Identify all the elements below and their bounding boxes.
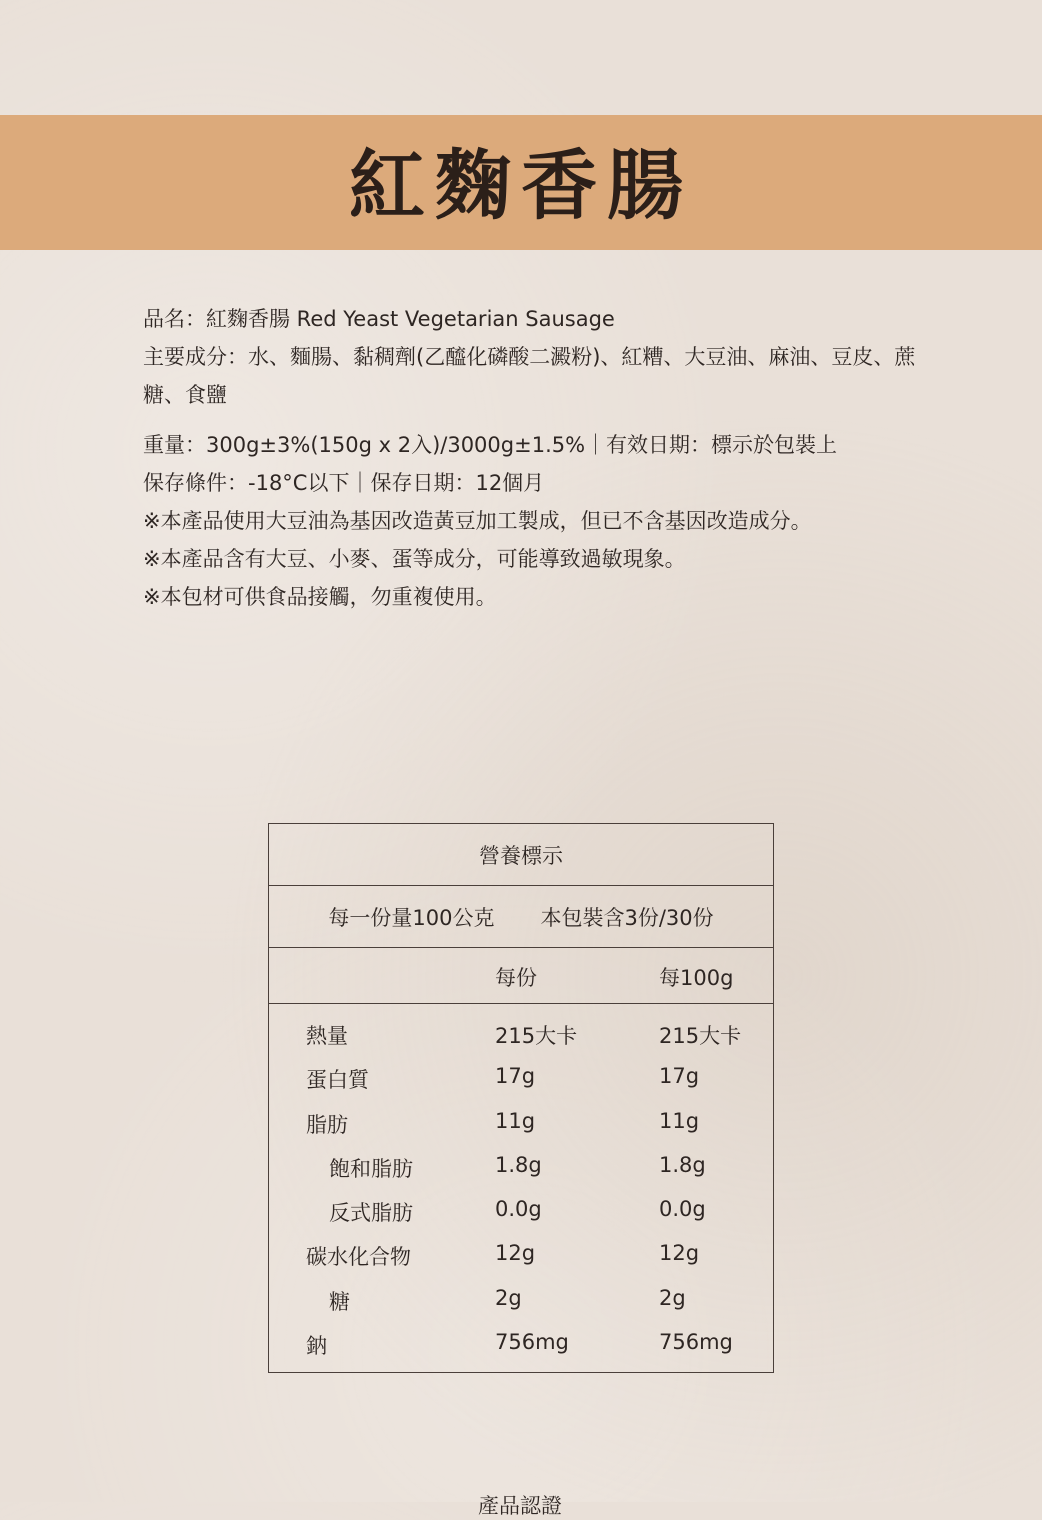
nutrient-name: 碳水化合物 xyxy=(306,1245,411,1270)
note-allergen: ※本產品含有大豆、小麥、蛋等成分，可能導致過敏現象。 xyxy=(143,547,686,571)
value-per-100g: 11g xyxy=(659,1108,700,1133)
note-packaging: ※本包材可供食品接觸，勿重複使用。 xyxy=(143,585,497,609)
value-per-serving: 12g xyxy=(495,1241,536,1266)
storage-conditions: 保存條件：-18°C以下｜保存日期：12個月 xyxy=(143,471,545,495)
column-header-per-100g: 每100g xyxy=(659,966,734,990)
value-per-100g: 12g xyxy=(659,1241,700,1266)
value-per-serving: 2g xyxy=(495,1285,522,1310)
value-per-100g: 1.8g xyxy=(659,1152,706,1177)
note-gmo: ※本產品使用大豆油為基因改造黃豆加工製成，但已不含基因改造成分。 xyxy=(143,509,812,533)
servings-per-pack: 本包裝含3份/30份 xyxy=(540,905,714,930)
product-info xyxy=(143,300,923,616)
table-row xyxy=(269,1149,773,1193)
product-name: 品名：紅麴香腸 Red Yeast Vegetarian Sausage xyxy=(143,307,615,331)
title-banner xyxy=(0,115,1042,250)
serving-size: 每一份量100公克 xyxy=(328,905,495,930)
nutrient-name: 蛋白質 xyxy=(306,1068,369,1093)
value-per-serving: 11g xyxy=(495,1108,536,1133)
value-per-100g: 17g xyxy=(659,1064,700,1089)
weight-expiry: 重量：300g±3%(150g x 2入)/3000g±1.5%｜有效日期：標示於包裝上 xyxy=(143,433,838,457)
nutrition-title xyxy=(269,824,773,886)
column-header-per-serving: 每份 xyxy=(495,966,537,990)
table-row xyxy=(269,1060,773,1104)
table-row xyxy=(269,1282,773,1326)
value-per-serving: 0.0g xyxy=(495,1197,542,1222)
value-per-100g: 756mg xyxy=(659,1330,733,1355)
nutrition-title-text: 營養標示 xyxy=(479,843,563,868)
value-per-serving: 215大卡 xyxy=(495,1024,578,1048)
nutrient-name: 飽和脂肪 xyxy=(329,1156,413,1181)
nutrient-name: 鈉 xyxy=(306,1334,327,1359)
table-row xyxy=(269,1016,773,1060)
table-row xyxy=(269,1326,773,1370)
serving-info-row xyxy=(269,886,773,948)
table-row xyxy=(269,1193,773,1237)
column-header-row xyxy=(269,948,773,1004)
value-per-100g: 0.0g xyxy=(659,1197,706,1222)
value-per-100g: 2g xyxy=(659,1285,686,1310)
table-row xyxy=(269,1105,773,1149)
nutrition-table xyxy=(268,823,774,1373)
ingredients: 主要成分：水、麵腸、黏稠劑(乙醯化磷酸二澱粉)、紅糟、大豆油、麻油、豆皮、蔗糖、食鹽 xyxy=(143,345,916,407)
value-per-serving: 756mg xyxy=(495,1330,569,1355)
value-per-serving: 1.8g xyxy=(495,1152,542,1177)
nutrition-rows xyxy=(269,1004,773,1370)
next-section-heading: 產品認證 xyxy=(478,1494,562,1518)
nutrient-name: 糖 xyxy=(329,1289,350,1314)
page-title: 紅麴香腸 xyxy=(349,140,693,230)
value-per-100g: 215大卡 xyxy=(659,1024,742,1048)
table-row xyxy=(269,1237,773,1281)
nutrient-name: 反式脂肪 xyxy=(329,1201,413,1226)
value-per-serving: 17g xyxy=(495,1064,536,1089)
nutrient-name: 脂肪 xyxy=(306,1112,348,1137)
nutrient-name: 熱量 xyxy=(306,1024,348,1048)
